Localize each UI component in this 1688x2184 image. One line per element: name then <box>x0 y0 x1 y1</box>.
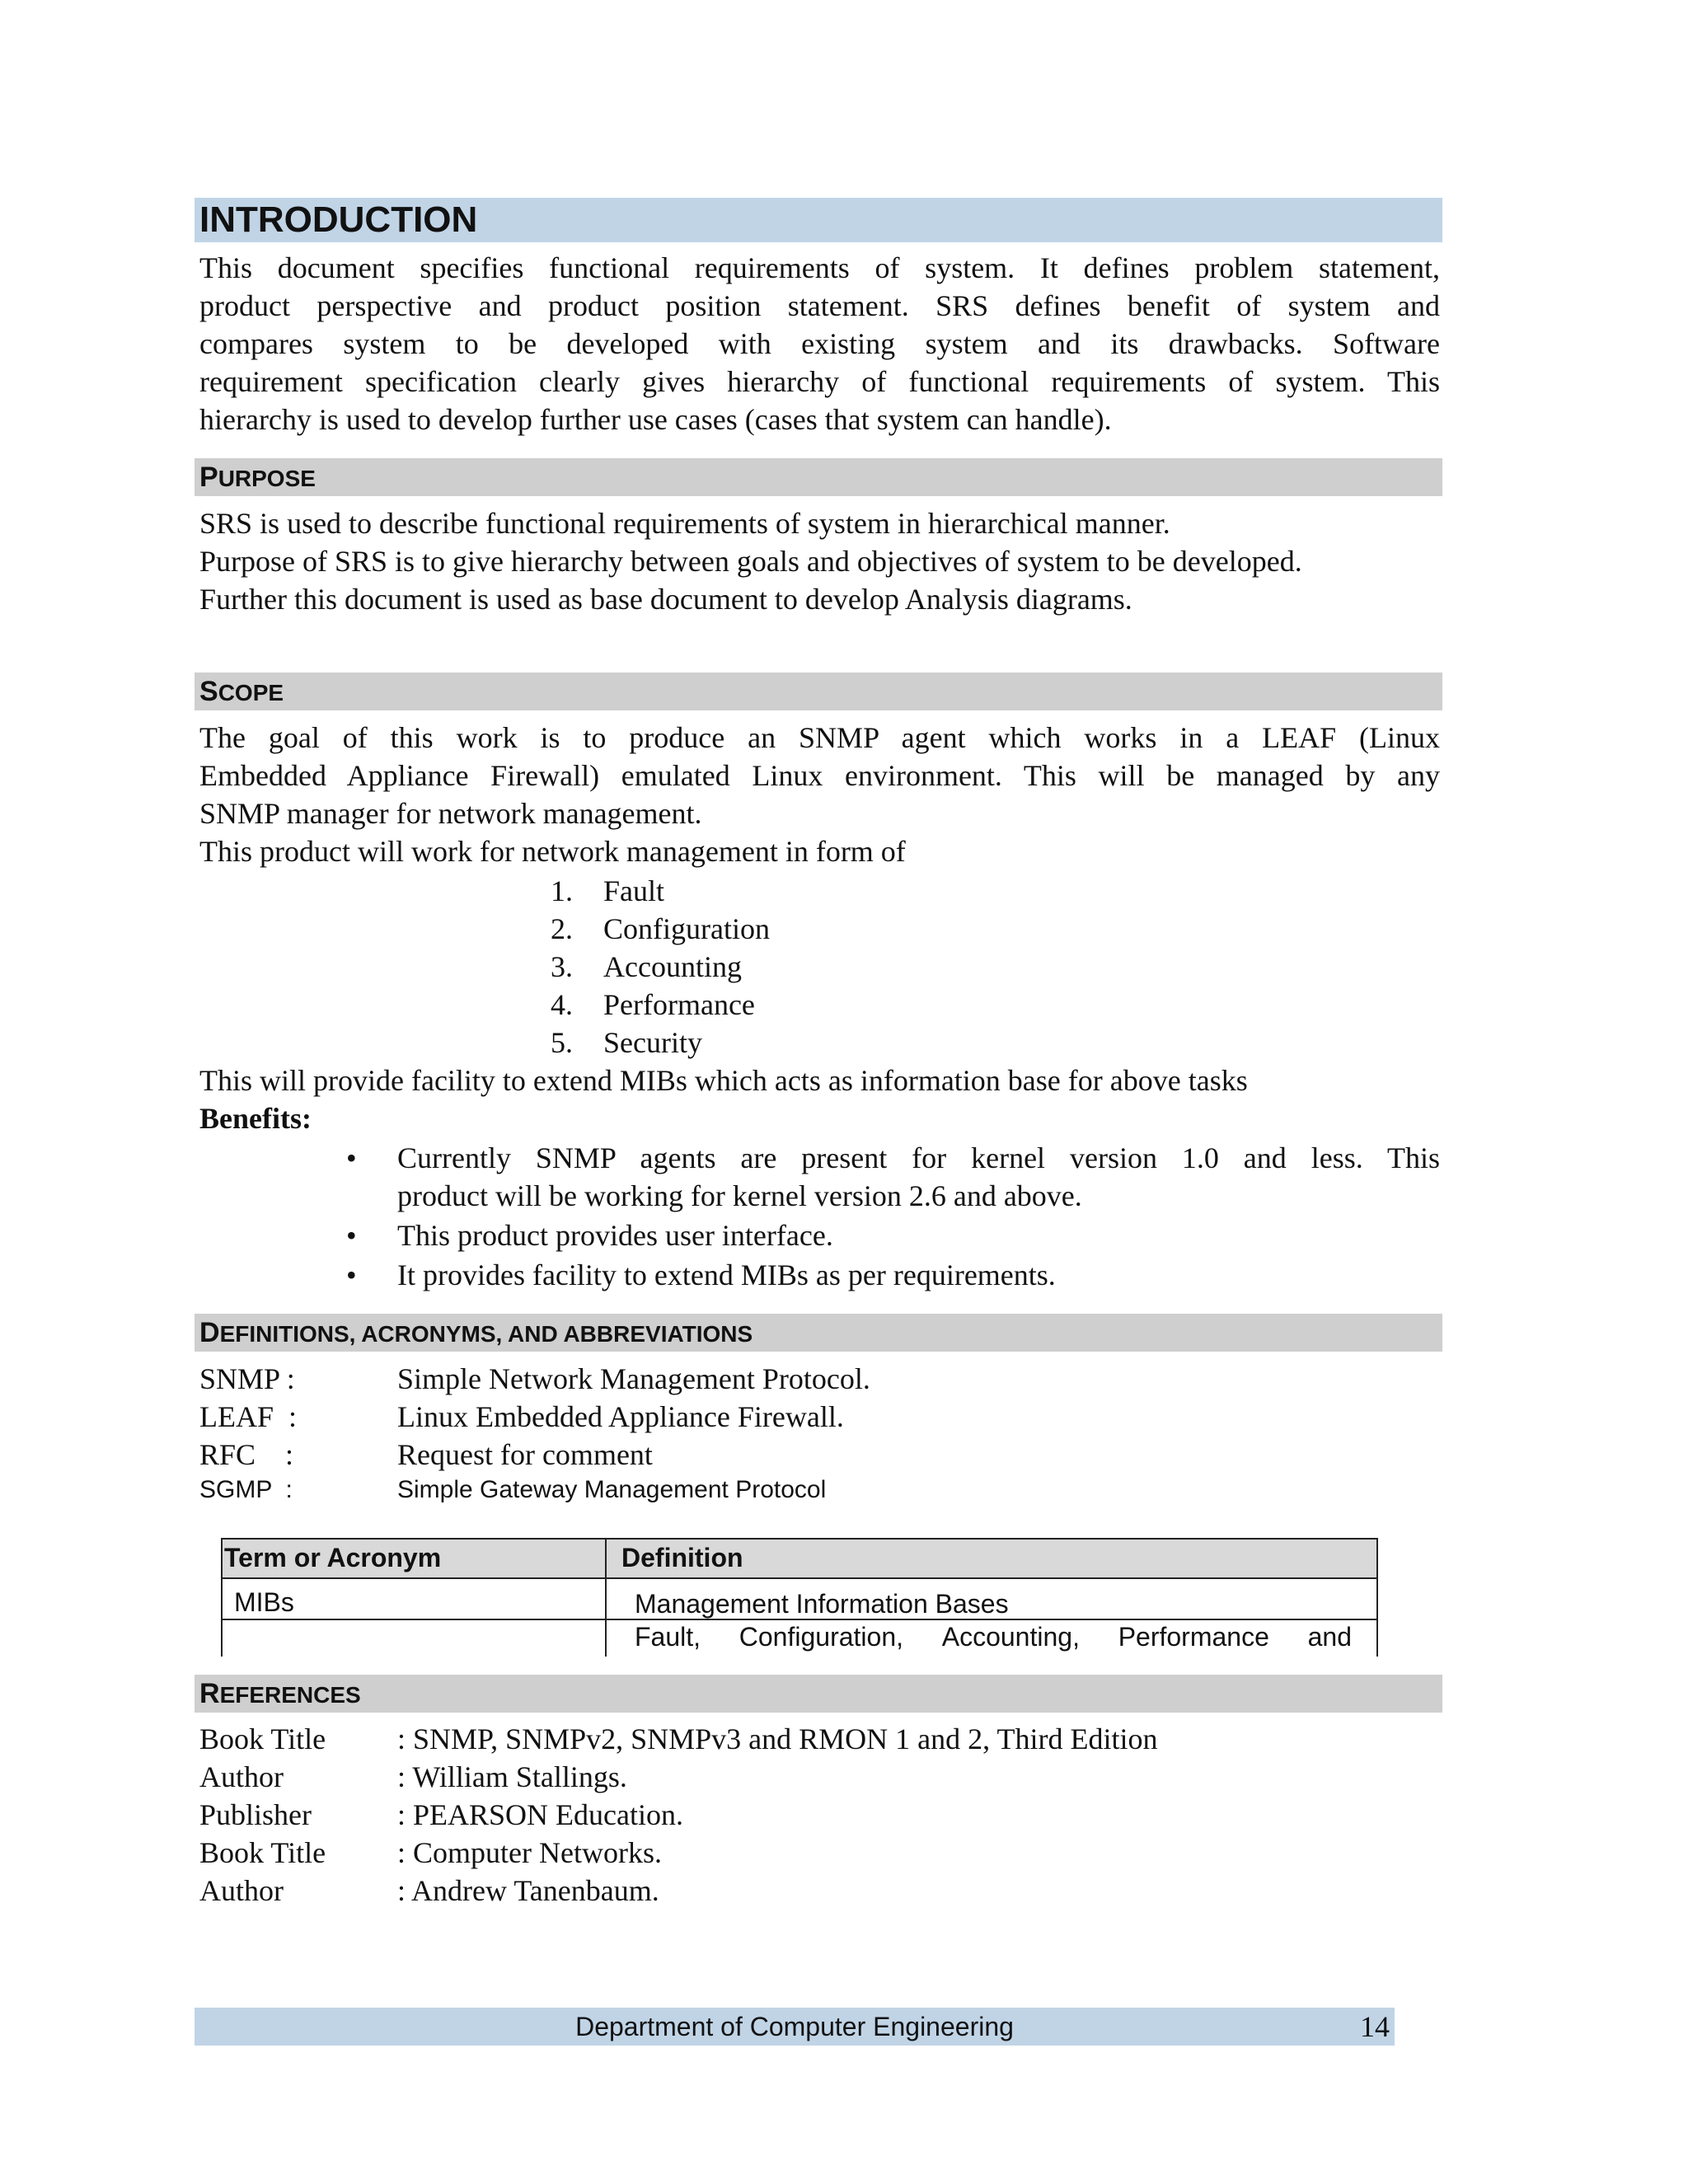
text-line: Purpose of SRS is to give hierarchy between goals and objectives of system to be developed. <box>199 545 1302 578</box>
reference-row <box>199 1796 1157 1834</box>
scope-paragraph <box>199 719 1440 870</box>
list-item <box>551 986 770 1024</box>
reference-key: Author <box>199 1760 284 1793</box>
scope-after-line: This will provide facility to extend MIBs which acts as information base for above tasks <box>199 1064 1248 1097</box>
benefits-title: Benefits: <box>199 1102 312 1135</box>
table-word: and <box>1307 1622 1352 1652</box>
table-cell-definition <box>635 1620 1352 1653</box>
purpose-paragraph <box>199 504 1440 618</box>
definitions-heading <box>195 1314 1442 1352</box>
reference-value: : SNMP, SNMPv2, SNMPv3 and RMON 1 and 2, Third Edition <box>397 1722 1158 1755</box>
bullet-icon: • <box>346 1219 357 1252</box>
list-number: 1. <box>551 874 573 907</box>
list-number: 4. <box>551 988 573 1021</box>
list-label: Configuration <box>603 912 770 945</box>
reference-value: : PEARSON Education. <box>397 1798 683 1831</box>
acronym-table <box>221 1538 1378 1657</box>
definition-term: RFC : <box>199 1438 294 1471</box>
heading-rest: URPOSE <box>218 466 316 491</box>
text-line: The goal of this work is to produce an SNMP agent which works in a LEAF (Linux <box>199 721 1440 754</box>
text-line: SRS is used to describe functional requirements of system in hierarchical manner. <box>199 507 1170 540</box>
list-item <box>551 948 770 986</box>
page-footer <box>195 2008 1395 2046</box>
heading-initial: P <box>199 462 218 493</box>
reference-row <box>199 1834 1157 1872</box>
management-areas-list <box>551 872 770 1062</box>
table-cell-term: MIBs <box>234 1587 294 1617</box>
bullet-icon: • <box>346 1258 357 1291</box>
heading-rest: COPE <box>218 680 284 705</box>
text-line: Further this document is used as base document to develop Analysis diagrams. <box>199 583 1132 616</box>
table-column-divider <box>605 1538 607 1657</box>
bullet-icon: • <box>346 1141 357 1174</box>
table-header-definition: Definition <box>621 1543 743 1572</box>
list-label: Performance <box>603 988 755 1021</box>
list-label: Accounting <box>603 950 742 983</box>
list-item <box>551 872 770 910</box>
text-line: This product will work for network management in form of <box>199 835 906 868</box>
text-line: Currently SNMP agents are present for kernel version 1.0 and less. This <box>397 1141 1440 1174</box>
reference-key: Author <box>199 1874 284 1907</box>
heading-initial: D <box>199 1317 220 1348</box>
scope-heading <box>195 673 1442 710</box>
references-heading <box>195 1675 1442 1713</box>
reference-row <box>199 1758 1157 1796</box>
text-line: hierarchy is used to develop further use cases (cases that system can handle). <box>199 403 1112 436</box>
list-item <box>551 910 770 948</box>
benefit-item <box>346 1216 1440 1254</box>
purpose-heading <box>195 458 1442 496</box>
text-line: SNMP manager for network management. <box>199 797 702 830</box>
heading-initial: S <box>199 676 218 707</box>
text-line: compares system to be developed with existing system and its drawbacks. Software <box>199 327 1440 360</box>
text-line: product will be working for kernel version 2.6 and above. <box>397 1179 1082 1212</box>
table-header-term: Term or Acronym <box>224 1543 442 1572</box>
reference-row <box>199 1872 1157 1910</box>
definition-row <box>199 1398 870 1436</box>
footer-department: Department of Computer Engineering <box>575 2012 1014 2041</box>
definition-text: Simple Gateway Management Protocol <box>397 1476 827 1503</box>
introduction-heading: INTRODUCTION <box>195 198 1442 242</box>
list-number: 2. <box>551 912 573 945</box>
definition-term: SNMP : <box>199 1362 295 1395</box>
text-line: Embedded Appliance Firewall) emulated Linux environment. This will be managed by any <box>199 759 1440 792</box>
definition-text: Linux Embedded Appliance Firewall. <box>397 1400 844 1433</box>
definition-term: SGMP : <box>199 1476 293 1503</box>
heading-rest: EFINITIONS, ACRONYMS, AND ABBREVIATIONS <box>219 1321 753 1347</box>
text-line: This product provides user interface. <box>397 1219 833 1252</box>
reference-key: Book Title <box>199 1722 326 1755</box>
table-word: Configuration, <box>738 1622 903 1652</box>
list-label: Fault <box>603 874 665 907</box>
definition-row <box>199 1360 870 1398</box>
definition-text: Request for comment <box>397 1438 653 1471</box>
definitions-list <box>199 1360 870 1507</box>
list-item <box>551 1024 770 1062</box>
definition-text: Simple Network Management Protocol. <box>397 1362 870 1395</box>
reference-value: : William Stallings. <box>397 1760 627 1793</box>
table-word: Fault, <box>635 1622 701 1652</box>
heading-initial: R <box>199 1678 220 1709</box>
references-list <box>199 1720 1157 1910</box>
reference-row <box>199 1720 1157 1758</box>
page-number: 14 <box>1360 2010 1390 2043</box>
table-border <box>221 1538 223 1657</box>
reference-key: Publisher <box>199 1798 312 1831</box>
heading-rest: EFERENCES <box>219 1682 361 1708</box>
reference-value: : Andrew Tanenbaum. <box>397 1874 659 1907</box>
reference-key: Book Title <box>199 1836 326 1869</box>
definition-row <box>199 1436 870 1474</box>
benefit-item <box>346 1256 1440 1294</box>
text-line: This document specifies functional requirements of system. It defines problem statement, <box>199 251 1440 284</box>
table-word: Performance <box>1118 1622 1269 1652</box>
table-word: Accounting, <box>941 1622 1080 1652</box>
list-label: Security <box>603 1026 702 1059</box>
list-number: 3. <box>551 950 573 983</box>
benefit-item <box>346 1139 1440 1215</box>
definition-term: LEAF : <box>199 1400 298 1433</box>
list-number: 5. <box>551 1026 573 1059</box>
text-line: product perspective and product position statement. SRS defines benefit of system and <box>199 289 1440 322</box>
benefits-list <box>346 1139 1440 1296</box>
text-line: requirement specification clearly gives hierarchy of functional requirements of system. This <box>199 365 1440 398</box>
text-line: It provides facility to extend MIBs as per requirements. <box>397 1258 1056 1291</box>
reference-value: : Computer Networks. <box>397 1836 662 1869</box>
table-border <box>1376 1538 1378 1657</box>
table-cell-definition: Management Information Bases <box>635 1589 1009 1619</box>
definition-row <box>199 1474 870 1507</box>
introduction-paragraph <box>199 249 1440 438</box>
